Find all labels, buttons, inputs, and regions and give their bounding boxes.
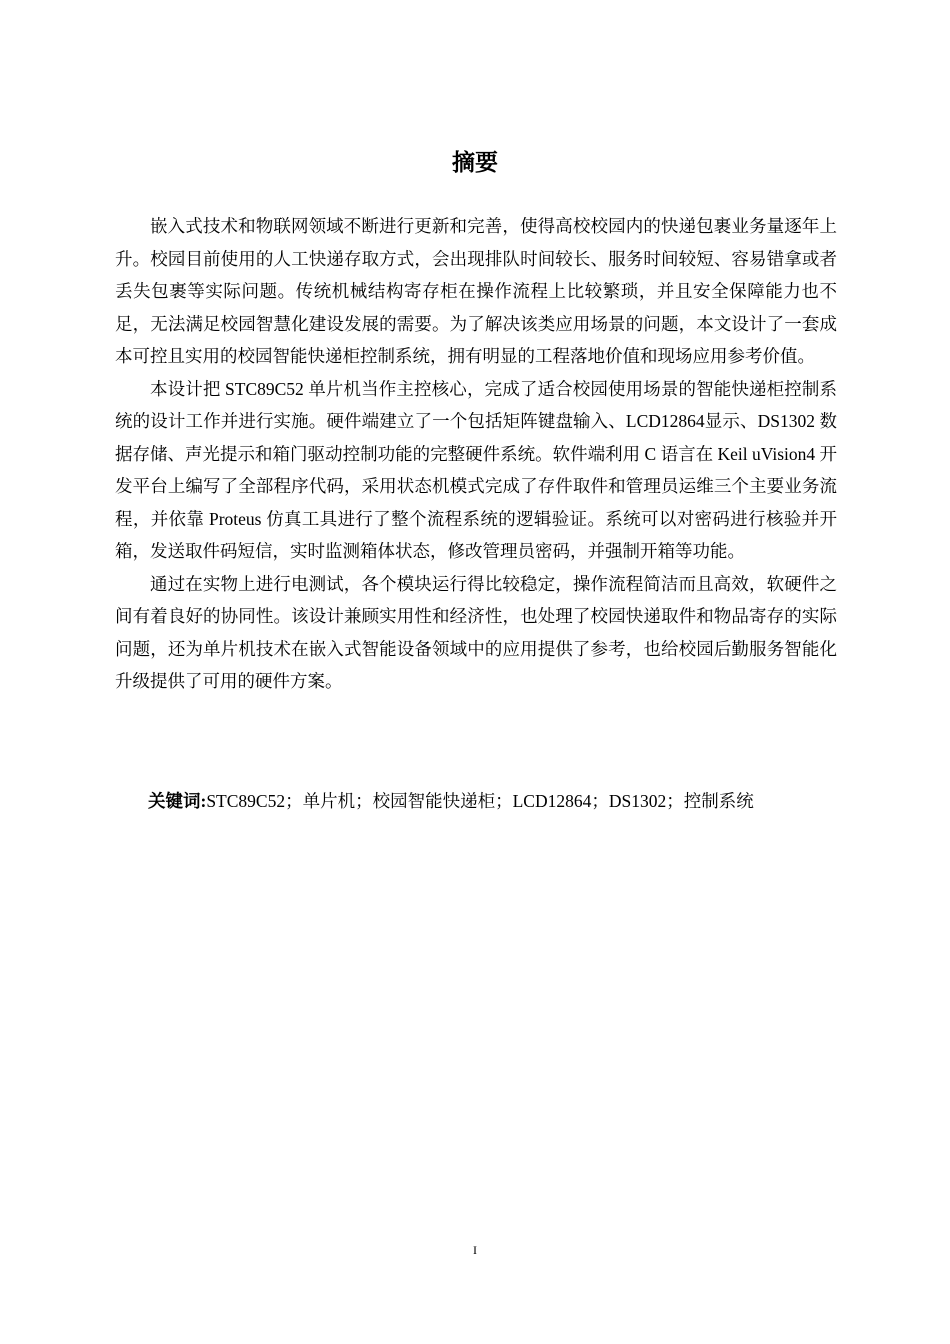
keywords-line <box>148 786 848 816</box>
keywords-label: 关键词: <box>148 791 207 811</box>
keywords-text: STC89C52；单片机；校园智能快递柜；LCD12864；DS1302；控制系统 <box>206 791 754 811</box>
abstract-body <box>115 210 837 698</box>
abstract-paragraph-3: 通过在实物上进行电测试，各个模块运行得比较稳定，操作流程简洁而且高效，软硬件之间有着良好的协同性。该设计兼顾实用性和经济性，也处理了校园快递取件和物品寄存的实际问题，还为单片机技术在嵌入式智能设备领域中的应用提供了参考，也给校园后勤服务智能化升级提供了可用的硬件方案。 <box>115 573 837 691</box>
page-number: I <box>473 1243 477 1257</box>
abstract-paragraph-2: 本设计把 STC89C52 单片机当作主控核心，完成了适合校园使用场景的智能快递柜控制系统的设计工作并进行实施。硬件端建立了一个包括矩阵键盘输入、LCD12864显示、DS1302 数据存储、声光提示和箱门驱动控制功能的完整硬件系统。软件端利用 C 语言在 Keil uVision4 开发平台上编写了全部程序代码，采用状态机模式完成了存件取件和管理员运维三个主要业务流程，并依靠 Proteus 仿真工具进行了整个流程系统的逻辑验证。系统可以对密码进行核验并开箱，发送取件码短信，实时监测箱体状态，修改管理员密码，并强制开箱等功能。 <box>115 378 837 561</box>
page-title: 摘要 <box>452 150 498 176</box>
abstract-paragraph-1: 嵌入式技术和物联网领域不断进行更新和完善，使得高校校园内的快递包裹业务量逐年上升。校园目前使用的人工快递存取方式，会出现排队时间较长、服务时间较短、容易错拿或者丢失包裹等实际问题。传统机械结构寄存柜在操作流程上比较繁琐，并且安全保障能力也不足，无法满足校园智慧化建设发展的需要。为了解决该类应用场景的问题，本文设计了一套成本可控且实用的校园智能快递柜控制系统，拥有明显的工程落地价值和现场应用参考价值。 <box>115 216 837 366</box>
